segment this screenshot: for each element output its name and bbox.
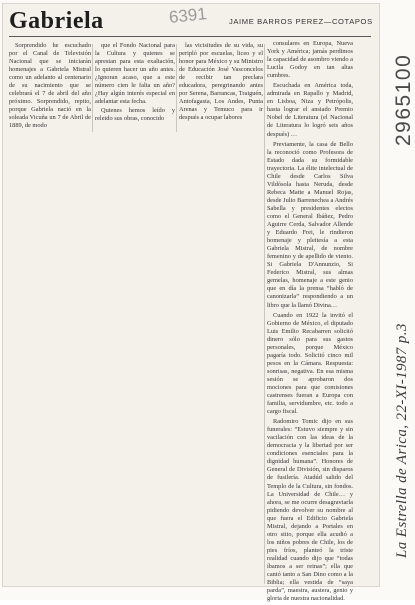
- pencil-catalog-number: 6391: [168, 4, 208, 27]
- text-column-4: [267, 40, 353, 605]
- handwritten-source-note: [352, 250, 412, 580]
- column-divider: [176, 44, 177, 132]
- text-column-3: [179, 42, 263, 123]
- article-author: JAIME BARROS PEREZ—COTAPOS: [229, 17, 373, 26]
- paragraph: que el Fondo Nacional para la Cultura y quienes se aprestan para esta exaltación, lo quieren hacer un año antes. ¿Ignoran acaso, que a este número cien le falta un año? ¿Hay algún interés especial en adelantar esta fecha.: [95, 42, 175, 106]
- column-divider: [92, 44, 93, 132]
- text-column-2: [95, 42, 175, 124]
- archive-stamp-number: [352, 28, 415, 178]
- paragraph: Previamente, la casa de Bello la reconoció como Profesora de Estado dada su formidable trayectoria. La élite intelectual de Chile desde Carlos Silva Vildósola hasta Neruda, desde Rebeca Matte a Manuel Rojas, desde Julio Barrenechea a Andrés Sabella y presidentes electos como el General Ibáñez, Pedro Aguirre Cerda, Salvador Allende y Eduardo Frei, le rindieron homenaje y pleitesía a esta Gabriela Mistral, de nombre femenino y de apellido de viento. Si Gabriela D'Annunzio, Si Federico Mistral, sus almas gemelas, homenaje a este genio que en día la prensa “habló de canonizarla” respondiendo a un libro que la llamó Divina…: [267, 140, 353, 309]
- paragraph: Radomiro Tomic dijo en sus funerales: “Estuvo siempre y sin vacilación con las ideas de la democracia y la libertad por ser condiciones esenciales para la dignidad humana”. Honores de General de División, sin disparos de fusilería. Atadúd salido del Templo de la Cultura, sin fondos. La Universidad de Chile… y ahora, se me ocurre desagraviarla pidiendo devolver su nombre al que fuera el Edificio Gabriela Mistral, dejando a Portales en otro sitio, porque ella acudió a los niños pobres de Chile, los de pies fríos, planteó la triste realidad cuando dijo que “todas íbamos a ser reinas”; ella que cantó tanto a San Dino como a la Biblia; ella vestida de “saya parda”, maestra, austera, genio y gloria de nuestra nacionalidad.: [267, 418, 353, 603]
- newspaper-clipping: [3, 4, 379, 603]
- column-divider: [264, 44, 265, 584]
- paragraph: consulares en Europa, Nueva York y América; jamás perdimos la capacidad de asombro viendo a Lucila Godoy en tan altas cumbres.: [267, 40, 353, 80]
- handwritten-text: La Estrella de Arica, 22-XI-1987 p.3: [394, 323, 410, 558]
- stamp-text: 2965100: [392, 53, 415, 146]
- text-column-1: [9, 42, 91, 132]
- paragraph: Cuando en 1922 la invitó el Gobierno de México, el diputado Luis Emilio Recabarren solicitó dinero sólo para sus gastos personales, porque México pagaría todo. Solicitó cinco mil pesos en la Cámara. Respuesta: sonrisas, negativa. En esa misma sesión se aprobaron dos mociones para que comisiones castrenses fueran a Europa con familia, servidumbre, etc. todo a cargo fiscal.: [267, 311, 353, 416]
- paragraph: Sorprendido he escuchado por el Canal de Televisión Nacional que se iniciarán homenajes a Gabriela Mistral como un adelanto al centenario de su nacimiento que se celebrará el 7 de abril del año próximo. Sorprendido, repito, porque Gabriela nació en la soleada Vicuña un 7 de Abril de 1889, de modo: [9, 42, 91, 130]
- paragraph: las vicisitudes de su vida, su peripló por escuelas, liceo y el honor para México y su Ministro de Educación José Vasconcelos de recibir tan preclara educadora, peregrinando antes por Serena, Barrancas, Traiguén, Antofagasta, Los Andes, Punta Arenas y Temuco para ir después a ocupar labores: [179, 42, 263, 122]
- paragraph: Quienes hemos leído y releido sus obras, conocido: [95, 107, 175, 123]
- article-title: Gabriela: [9, 8, 104, 34]
- paragraph: Escuchada en América toda, admirada en Rapallo y Madrid, en Lisboa, Niza y Petrópolis, hasta lograr el ansiado Premio Nobel de Literatura (el Nacional de Literatura lo logró seis años después) …: [267, 82, 353, 138]
- header-rule: [9, 36, 371, 37]
